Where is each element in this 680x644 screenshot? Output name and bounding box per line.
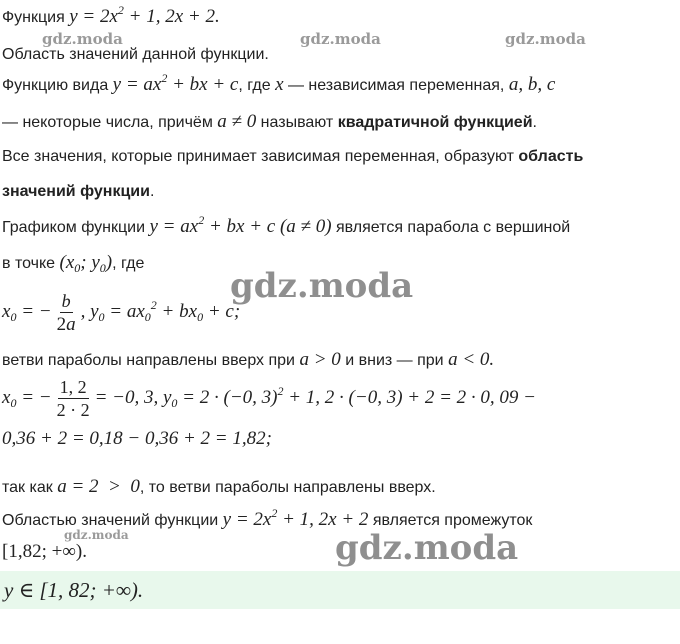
def2-text-2: называют xyxy=(260,114,334,131)
since-line xyxy=(2,476,436,499)
watermark-small-1: gdz.moda xyxy=(42,30,123,48)
def-var: x xyxy=(275,74,284,95)
task-line: Область значений данной функции. xyxy=(2,46,269,63)
branches-cond-2: a < 0. xyxy=(448,349,495,370)
function-title-line xyxy=(2,3,220,29)
def-formula: $y = ax^2$ + bx + c xyxy=(112,71,239,95)
vertex-formula: $x_0$ = − xyxy=(2,301,52,324)
calc-line-1: $x_0$ = − $\frac{1, 2}{2 \cdot 2}$ = −0, 3, $y_0 = 2 \cdot (-0$, 3)$^2$ + 1, 2 · (−0, 3) + 2 = 2 · 0, 09 − xyxy=(2,377,536,421)
conclusion-line-2 xyxy=(2,541,87,564)
definition-line-2 xyxy=(2,111,537,134)
branches-text-1: ветви параболы направлены вверх при xyxy=(2,352,295,369)
conclusion-text-2: является промежуток xyxy=(372,512,533,529)
branches-text-2: и вниз — при xyxy=(345,352,444,369)
vertex-point: ($x_0$; $y_0$) xyxy=(59,252,113,275)
vertex-fraction: $\frac{b}{2a}$ xyxy=(56,290,76,335)
answer-box xyxy=(0,571,680,609)
branches-line xyxy=(2,349,494,372)
vertex-formula-line: $x_0$ = − $\frac{b}{2a}$ , $y_0 = ax_0^2 + bx_0 + c$; xyxy=(2,290,241,335)
def2-bold: квадратичной функцией xyxy=(337,114,533,131)
def-consts: a, b, c xyxy=(508,74,556,95)
def2-cond: a ≠ 0 xyxy=(217,111,257,132)
range-def-line-1 xyxy=(2,146,583,168)
range-def-bold: область xyxy=(518,148,584,165)
calc-fraction: $\frac{1, 2}{2 \cdot 2}$ xyxy=(56,377,90,421)
graph-text-1: Графиком функции xyxy=(2,219,146,236)
def2-text-1: — некоторые числа, причём xyxy=(2,114,213,131)
answer-formula: y ∈ [1, 82; +∞). xyxy=(4,577,144,602)
since-formula: a = 2 > 0 xyxy=(57,476,140,497)
graph-line-1 xyxy=(2,213,571,239)
def-text-3: — независимая переменная, xyxy=(287,77,505,94)
watermark-small-3: gdz.moda xyxy=(505,30,586,48)
conclusion-formula: $y = 2x^2 + 1$, 2x + 2 xyxy=(222,506,369,530)
calc-formula-2: 0,36 + 2 = 0,18 − 0,36 + 2 = 1,82; xyxy=(2,428,272,449)
conclusion-line-1 xyxy=(2,506,533,532)
vertex-text-2: , где xyxy=(112,255,145,272)
def-text-2: , где xyxy=(238,77,271,94)
since-text-1: так как xyxy=(2,479,53,496)
function-formula: $y = 2x^2 + 1$, 2x + 2. xyxy=(69,3,220,27)
interval-formula: [1,82; +∞). xyxy=(2,541,87,562)
branches-cond-1: a > 0 xyxy=(299,349,341,370)
watermark-small-4: gdz.moda xyxy=(64,528,129,542)
function-word: Функция xyxy=(2,9,65,26)
watermark-small-2: gdz.moda xyxy=(300,30,381,48)
calc-formula: = −0, 3, $y_0 = 2 \cdot (-0$, 3)$^2$ + 1, 2 · (−0, 3) + 2 = 2 · 0, 09 − xyxy=(94,384,536,410)
definition-line-1 xyxy=(2,71,556,97)
graph-formula: $y = ax^2$ + bx + c (a ≠ 0) xyxy=(149,213,332,237)
graph-text-2: является парабола с вершиной xyxy=(336,219,571,236)
range-def-line-2 xyxy=(2,181,154,203)
range-def-tail: . xyxy=(149,183,155,200)
range-def-bold-2: значений функции xyxy=(2,183,150,200)
def2-tail: . xyxy=(532,114,537,131)
calc-line-2 xyxy=(2,428,272,451)
vertex-text-1: в точке xyxy=(2,255,56,272)
since-text-2: , то ветви параболы направлены вверх. xyxy=(139,479,436,496)
watermark-large-2: gdz.moda xyxy=(335,528,519,568)
def-text-1: Функцию вида xyxy=(2,77,109,94)
range-def-text: Все значения, которые принимает зависимая переменная, образуют xyxy=(2,148,514,165)
conclusion-text-1: Областью значений функции xyxy=(2,512,219,529)
graph-line-2 xyxy=(2,252,144,275)
watermark-large-1: gdz.moda xyxy=(230,266,414,306)
